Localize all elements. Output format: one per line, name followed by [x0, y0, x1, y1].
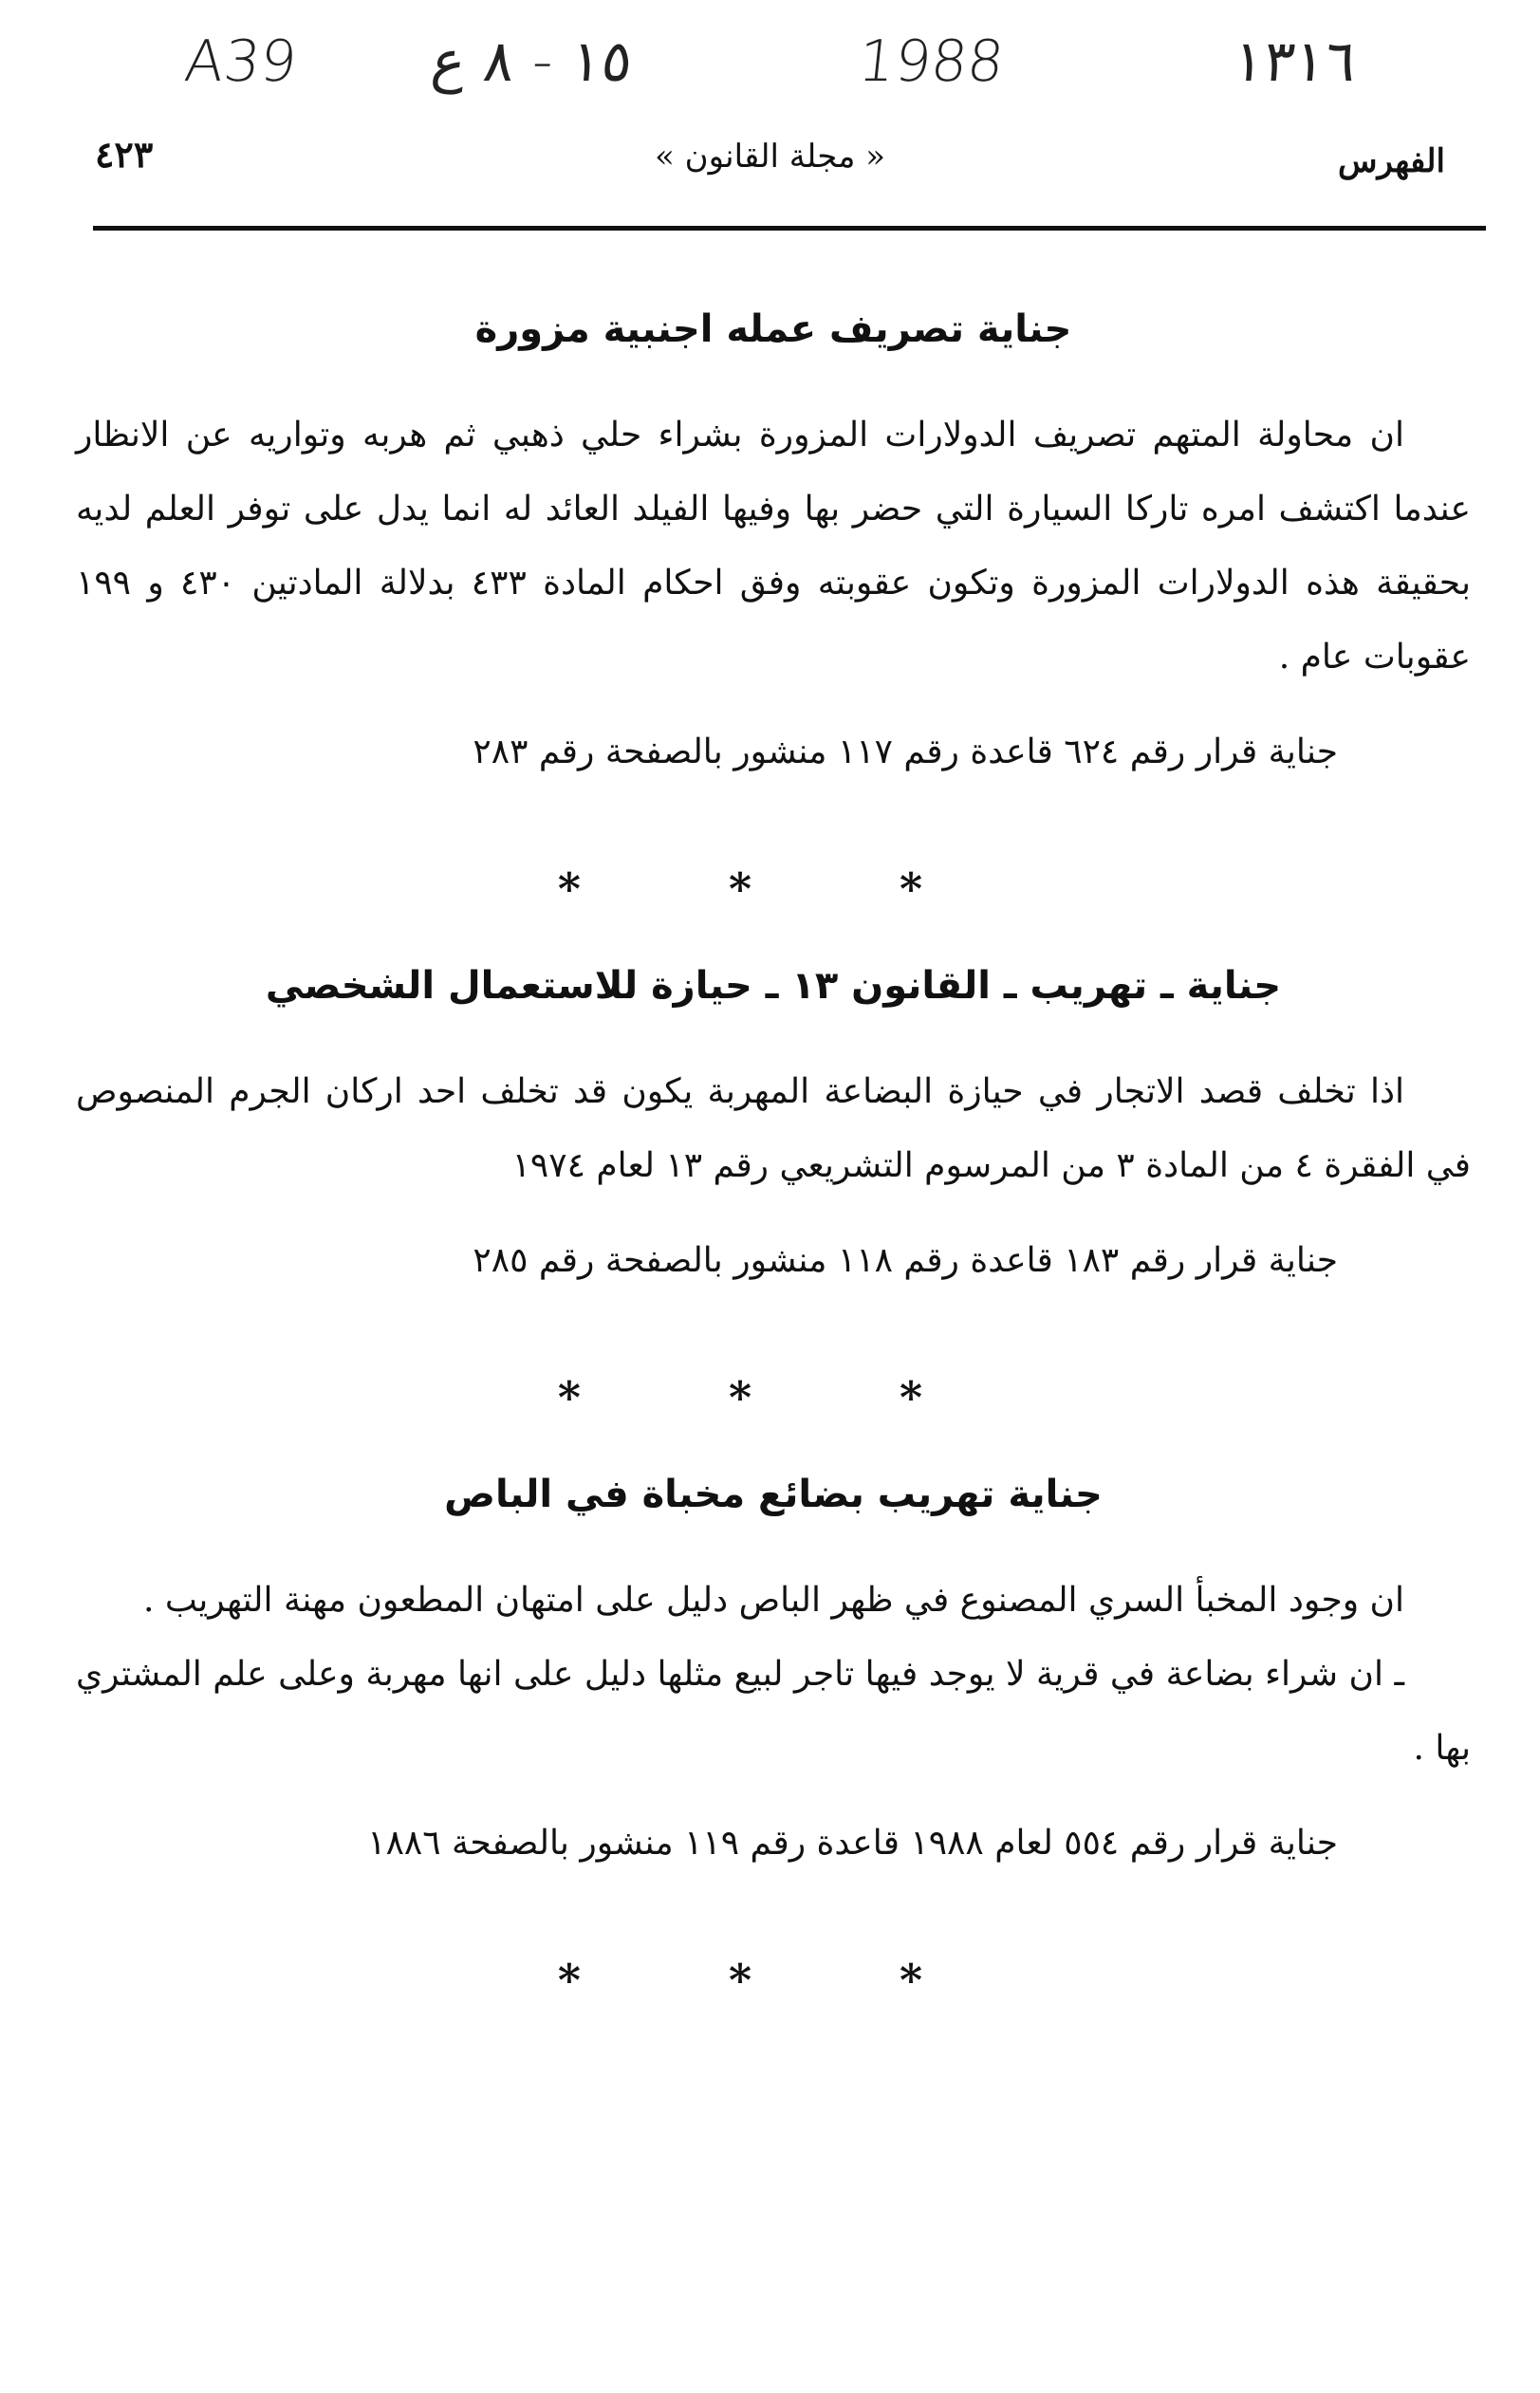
journal-name: « مجلة القانون » — [654, 138, 886, 176]
page-number: ٤٢٣ — [95, 133, 154, 176]
entry-paragraph: ان وجود المخبأ السري المصنوع في ظهر الباص دليل على امتهان المطعون مهنة التهريب . — [142, 1581, 1404, 1620]
entry-reference: جناية قرار رقم ٦٢٤ قاعدة رقم ١١٧ منشور بالصفحة رقم ٢٨٣ — [473, 733, 1338, 771]
entry-1 — [76, 307, 1471, 789]
entry-3 — [76, 1473, 1471, 1881]
handwritten-note-4: ١٣١٦ — [1230, 28, 1360, 95]
entry-title: جناية ـ تهريب ـ القانون ١٣ ـ حيازة للاستعمال الشخصي — [265, 964, 1282, 1008]
handwritten-note-2: ١٥ - ٨ ع — [428, 28, 637, 95]
entry-paragraph: اذا تخلف قصد الاتجار في حيازة البضاعة المهربة يكون قد تخلف احد اركان الجرم المنصوص في الفقرة ٤ من المادة ٣ من المرسوم التشريعي رقم ١٣ لعام ١٩٧٤ — [76, 1072, 1471, 1185]
entry-title: جناية تهريب بضائع مخباة في الباص — [444, 1473, 1103, 1516]
page-header — [95, 133, 1445, 199]
entry-paragraph: ان محاولة المتهم تصريف الدولارات المزورة بشراء حلي ذهبي ثم هربه وتواريه عن الانظار عندما اكتشف امره تاركا السيارة التي حضر بها وفيها الفيلد العائد له انما يدل على توفر العلم لديه بحقيقة هذه الدولارات المزورة وتكون عقوبته وفق احكام المادة ٤٣٣ بدلالة المادتين ٤٣٠ و ١٩٩ عقوبات عام . — [76, 416, 1471, 677]
entry-reference: جناية قرار رقم ١٨٣ قاعدة رقم ١١٨ منشور بالصفحة رقم ٢٨٥ — [473, 1241, 1338, 1280]
entry-2 — [76, 964, 1471, 1298]
separator-stars: * * * — [557, 1372, 990, 1423]
handwritten-note-3: 1988 — [855, 28, 1008, 95]
section-name: الفهرس — [1338, 142, 1445, 180]
separator-stars: * * * — [557, 863, 990, 915]
header-rule — [93, 226, 1486, 231]
handwritten-note-1: A39 — [181, 28, 301, 95]
entry-paragraph: ـ ان شراء بضاعة في قرية لا يوجد فيها تاجر لبيع مثلها دليل على انها مهربة وعلى علم المشتري بها . — [76, 1655, 1471, 1768]
entry-reference: جناية قرار رقم ٥٥٤ لعام ١٩٨٨ قاعدة رقم ١١٩ منشور بالصفحة ١٨٨٦ — [367, 1824, 1338, 1863]
page-content — [76, 285, 1471, 2055]
entry-title: جناية تصريف عمله اجنبية مزورة — [474, 307, 1072, 351]
separator-stars: * * * — [557, 1955, 990, 2006]
